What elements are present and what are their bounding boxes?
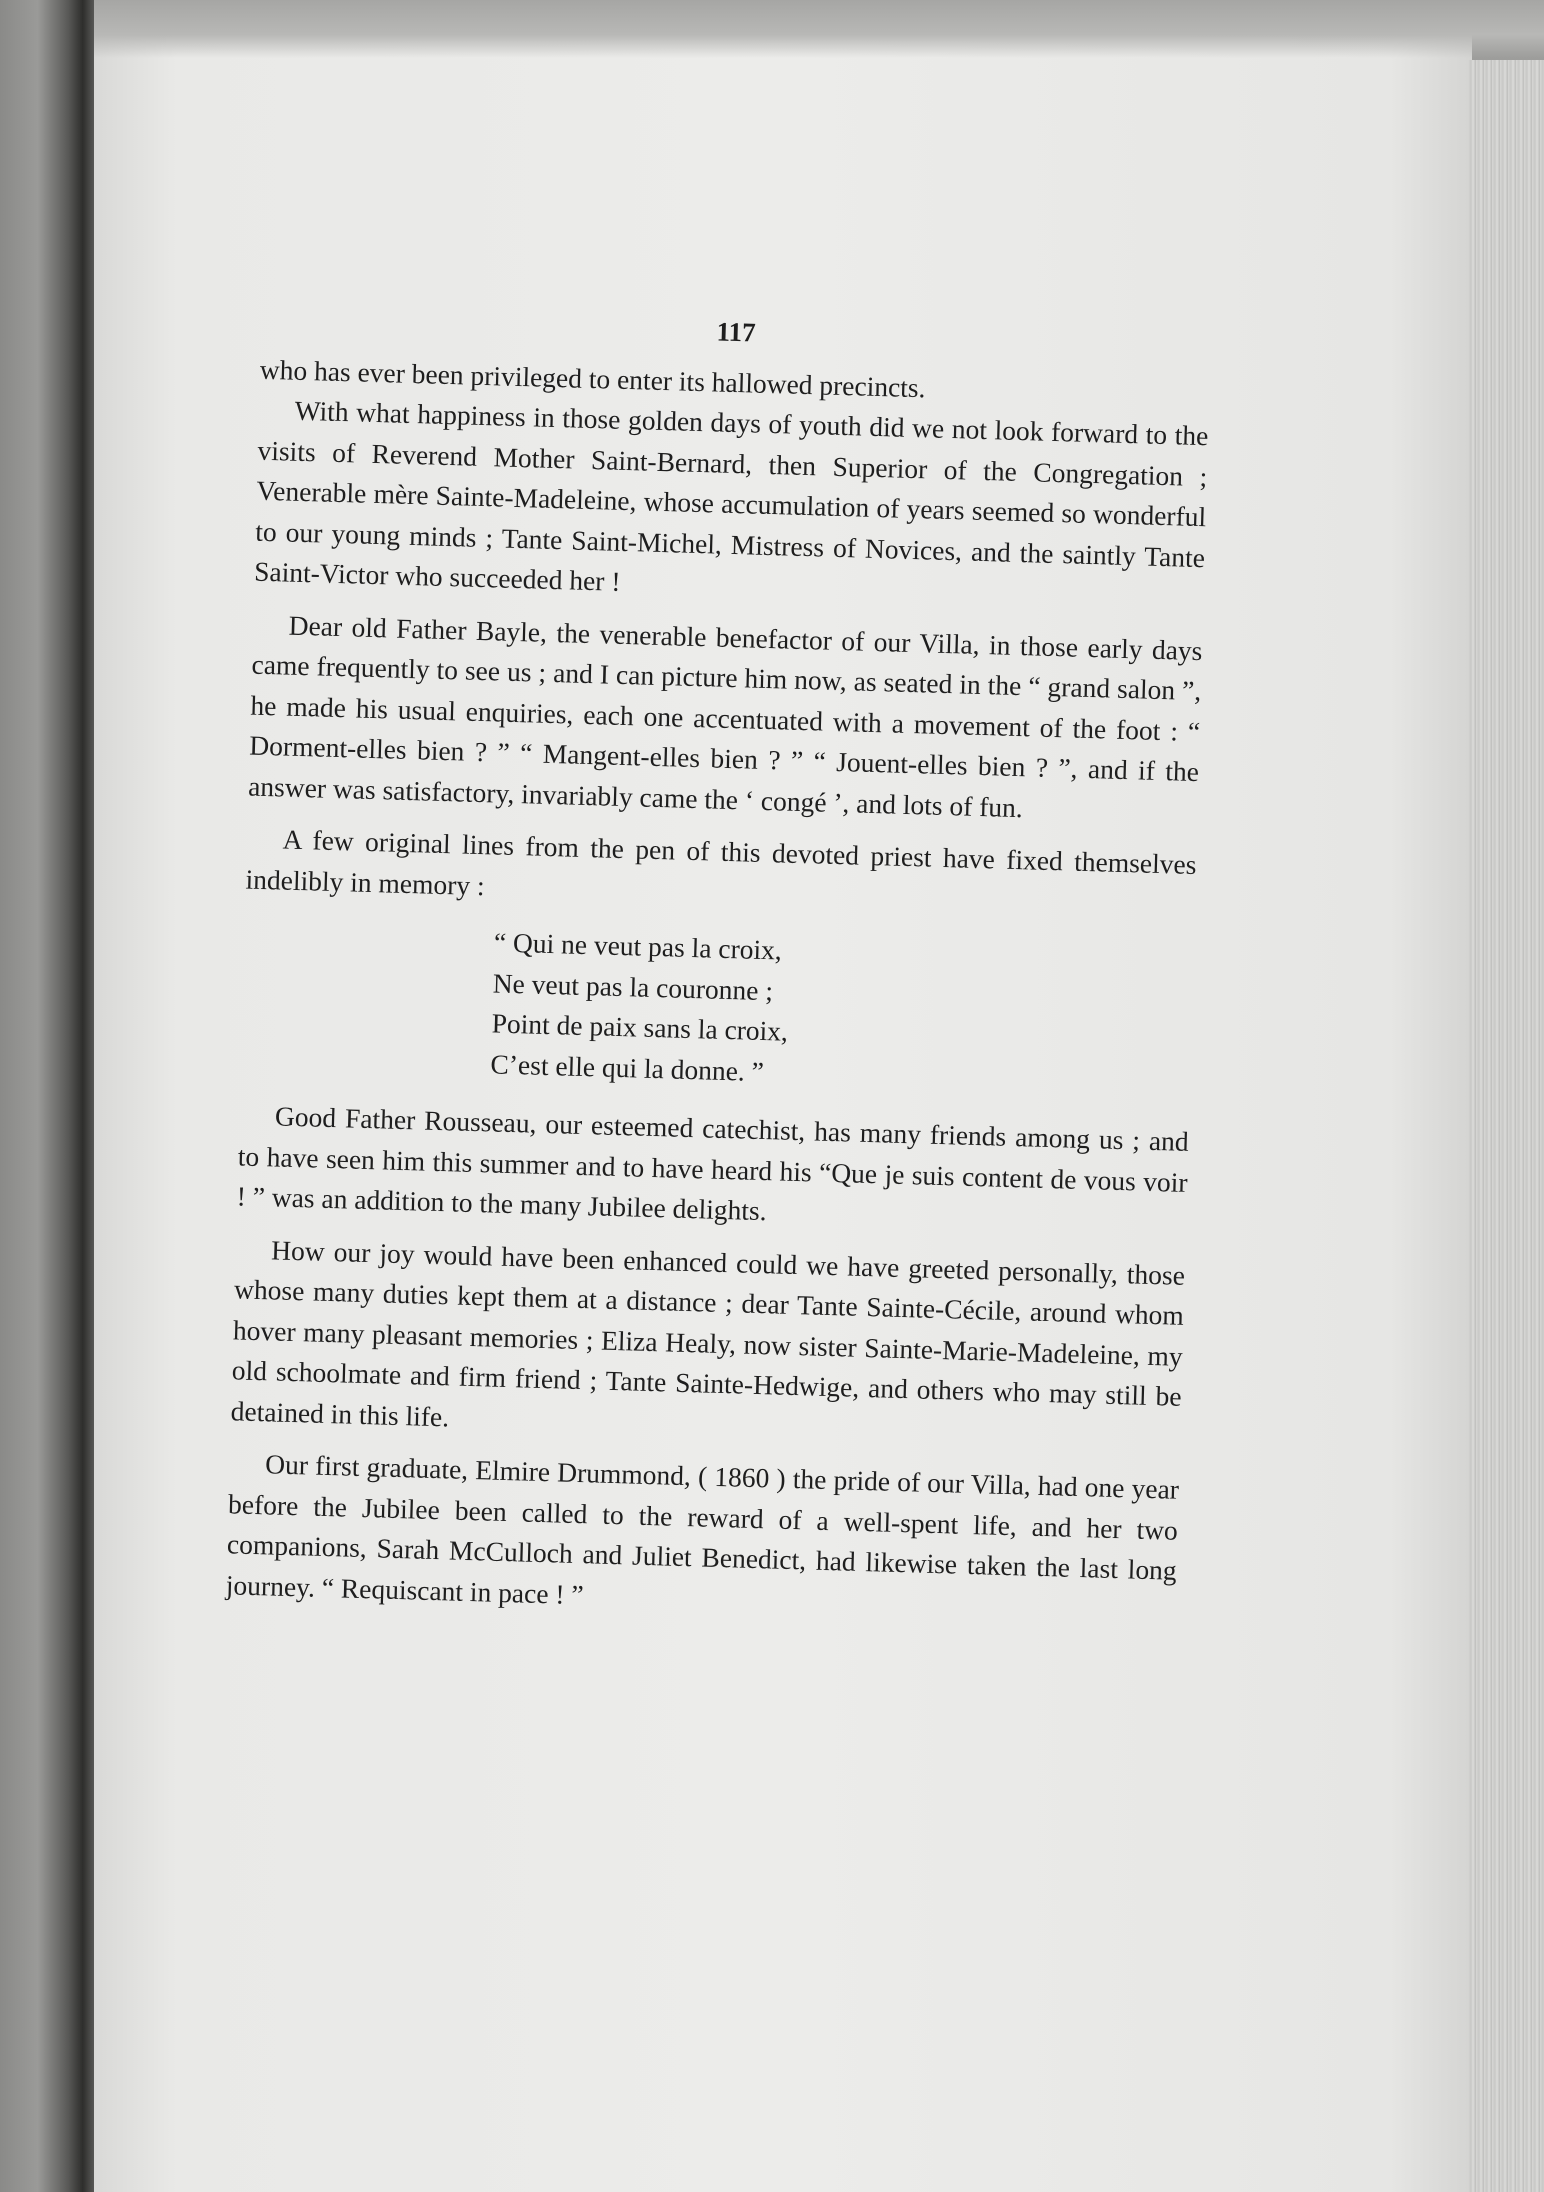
paragraph-5: Good Father Rousseau, our esteemed catechist, has many friends among us ; and to have seen him this summer and to have heard his “Que je suis content de vous voir ! ” was an addition to the many Jubilee delights. — [236, 1100, 1190, 1227]
paragraph-7: Our first graduate, Elmire Drummond, ( 1860 ) the pride of our Villa, had one year before the Jubilee been called to the reward of a well-spent life, and her two companions, Sarah McCulloch and Juliet Benedict, had likewise taken the last long journey. “ Requiscant in pace ! ” — [225, 1448, 1180, 1610]
top-edge-shadow — [94, 0, 1544, 58]
poem-line-2: Ne veut pas la couronne ; — [492, 966, 774, 1006]
page-number: 117 — [716, 316, 757, 348]
page-edges — [1468, 60, 1544, 2192]
poem-line-3: Point de paix sans la croix, — [491, 1007, 789, 1047]
page-text-block — [225, 287, 1211, 1632]
paragraph-3: Dear old Father Bayle, the venerable benefactor of our Villa, in those early days came frequently to see us ; and I can picture him now, as seated in the “ grand salon ”, he made his usual enquiries, each one accentuated with a movement of the foot : “ Dorment-elles bien ? ” “ Mangent-elles bien ? ” “ Jouent-elles bien ? ”, and if the answer was satisfactory, invariably came the ‘ congé ’, and lots of fun. — [247, 609, 1203, 823]
paragraph-4: A few original lines from the pen of this devoted priest have fixed themselves indelibly in memory : — [245, 823, 1197, 901]
poem-line-1: “ Qui ne veut pas la croix, — [493, 926, 783, 966]
book-binding-shadow — [0, 0, 94, 2192]
paragraph-2: With what happiness in those golden days of youth did we not look forward to the visits of Reverend Mother Saint-Bernard, then Superior of the Congregation ; Venerable mère Sainte-Madeleine, whose accumulation of years seemed so wonderful to our young minds ; Tante Saint-Michel, Mistress of Novices, and the saintly Tante Saint-Victor who succeeded her ! — [253, 394, 1209, 597]
poem-line-4: C’est elle qui la donne. ” — [490, 1047, 765, 1087]
paragraph-1: who has ever been privileged to enter its hallowed precincts. — [259, 353, 926, 403]
paragraph-6: How our joy would have been enhanced could we have greeted personally, those whose many duties kept them at a distance ; dear Tante Sainte-Cécile, around whom hover many pleasant memories ; Eliza Healy, now sister Sainte-Marie-Madeleine, my old schoolmate and firm friend ; Tante Sainte-Hedwige, and others who may still be detained in this life. — [230, 1233, 1186, 1432]
poem-stanza — [240, 915, 1194, 1103]
